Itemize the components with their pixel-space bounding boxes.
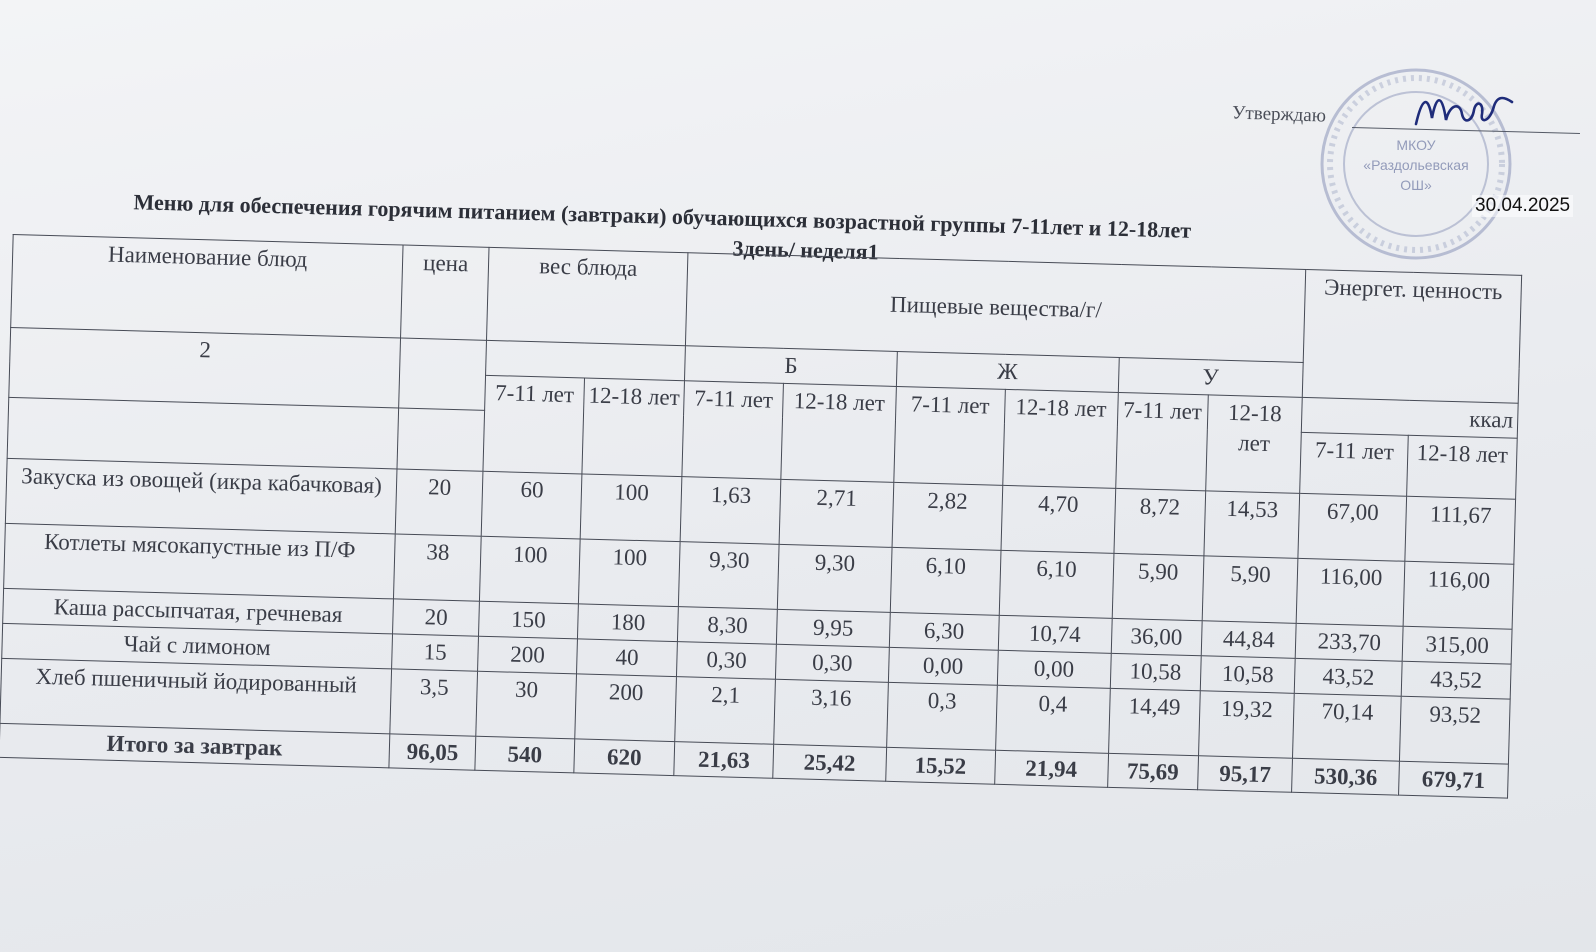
approve-label: Утверждаю bbox=[1231, 102, 1327, 127]
total-carbs-7-11: 75,69 bbox=[1107, 753, 1198, 790]
stamp-line-3: ОШ» bbox=[1400, 177, 1432, 193]
stamp-line-1: МКОУ bbox=[1396, 137, 1436, 153]
dish-price: 38 bbox=[394, 534, 482, 601]
dish-price: 15 bbox=[392, 634, 479, 671]
cell-weight-12-18: 200 bbox=[575, 673, 677, 741]
header-age: 12-18 лет bbox=[1002, 389, 1117, 488]
cell-protein-12-18: 3,16 bbox=[774, 679, 889, 747]
header-age: 7-11 лет bbox=[1115, 392, 1208, 490]
cell-carbs-12-18: 14,53 bbox=[1204, 491, 1300, 559]
cell-carbs-7-11: 10,58 bbox=[1110, 653, 1201, 690]
cell-fat-12-18: 0,00 bbox=[997, 650, 1111, 688]
cell-protein-7-11: 2,1 bbox=[675, 676, 775, 744]
header-name: Наименование блюд bbox=[11, 234, 403, 338]
header-weight-empty bbox=[486, 340, 686, 380]
page-title: Меню для обеспечения горячим питанием (завтраки) обучающихся возрастной группы 7-11лет и 12-18лет bbox=[133, 189, 1192, 243]
page-subtitle: 3день/ неделя1 bbox=[732, 235, 879, 265]
cell-carbs-12-18: 44,84 bbox=[1201, 621, 1296, 658]
stamp-line-2: «Раздольевская bbox=[1363, 157, 1469, 173]
cell-protein-7-11: 1,63 bbox=[681, 476, 781, 544]
cell-fat-12-18: 10,74 bbox=[998, 615, 1112, 653]
cell-kcal-7-11: 70,14 bbox=[1293, 693, 1401, 761]
cell-protein-12-18: 2,71 bbox=[779, 479, 894, 547]
cell-weight-7-11: 100 bbox=[480, 536, 580, 604]
total-weight-7-11: 540 bbox=[475, 736, 574, 774]
header-zh: Ж bbox=[896, 351, 1119, 392]
dish-name: Котлеты мясокапустные из П/Ф bbox=[4, 523, 396, 599]
header-age: 12-18 лет bbox=[1206, 395, 1303, 493]
cell-weight-7-11: 60 bbox=[481, 471, 581, 539]
cell-kcal-7-11: 67,00 bbox=[1298, 493, 1406, 561]
cell-kcal-7-11: 43,52 bbox=[1295, 658, 1403, 696]
cell-fat-12-18: 4,70 bbox=[1001, 485, 1116, 553]
cell-kcal-7-11: 233,70 bbox=[1296, 623, 1404, 661]
cell-protein-12-18: 9,95 bbox=[776, 609, 890, 647]
header-num: 2 bbox=[9, 327, 401, 407]
cell-kcal-12-18: 93,52 bbox=[1400, 696, 1511, 764]
cell-weight-7-11: 30 bbox=[476, 671, 576, 739]
cell-fat-12-18: 6,10 bbox=[999, 550, 1114, 618]
cell-protein-7-11: 0,30 bbox=[677, 641, 776, 679]
cell-fat-7-11: 2,82 bbox=[892, 482, 1003, 550]
cell-fat-7-11: 6,10 bbox=[890, 547, 1001, 615]
total-protein-7-11: 21,63 bbox=[674, 741, 773, 779]
cell-carbs-7-11: 36,00 bbox=[1111, 618, 1202, 655]
header-kcal: ккал bbox=[1302, 397, 1519, 438]
cell-carbs-12-18: 10,58 bbox=[1200, 655, 1295, 692]
cell-protein-7-11: 9,30 bbox=[679, 541, 779, 609]
signature-icon bbox=[1412, 88, 1516, 132]
cell-fat-12-18: 0,4 bbox=[995, 685, 1110, 753]
header-name-empty bbox=[7, 397, 399, 469]
header-u: У bbox=[1118, 357, 1304, 397]
dish-name: Чай с лимоном bbox=[2, 623, 393, 668]
dish-name: Хлеб пшеничный йодированный bbox=[0, 658, 392, 734]
total-fat-7-11: 15,52 bbox=[886, 747, 996, 785]
menu-table bbox=[0, 234, 1522, 799]
header-age: 7-11 лет bbox=[894, 386, 1005, 485]
cell-weight-12-18: 100 bbox=[580, 474, 682, 542]
dish-price: 20 bbox=[395, 469, 483, 536]
header-b: Б bbox=[685, 346, 897, 387]
cell-weight-7-11: 200 bbox=[478, 636, 577, 674]
total-kcal-7-11: 530,36 bbox=[1292, 758, 1400, 796]
cell-carbs-7-11: 14,49 bbox=[1108, 688, 1200, 755]
header-age: 12-18 лет bbox=[781, 383, 896, 482]
cell-weight-12-18: 40 bbox=[576, 639, 678, 677]
cell-weight-12-18: 100 bbox=[578, 539, 680, 607]
total-fat-12-18: 21,94 bbox=[994, 750, 1108, 788]
total-carbs-12-18: 95,17 bbox=[1197, 755, 1292, 792]
cell-kcal-12-18: 315,00 bbox=[1402, 626, 1512, 664]
cell-weight-7-11: 150 bbox=[479, 601, 578, 639]
cell-protein-12-18: 9,30 bbox=[777, 544, 892, 612]
header-nutrients: Пищевые вещества/г/ bbox=[686, 253, 1306, 363]
cell-carbs-7-11: 5,90 bbox=[1112, 553, 1204, 620]
cell-kcal-7-11: 116,00 bbox=[1296, 558, 1404, 626]
cell-fat-7-11: 0,00 bbox=[888, 647, 998, 685]
cell-carbs-12-18: 19,32 bbox=[1198, 690, 1294, 758]
total-kcal-12-18: 679,71 bbox=[1399, 761, 1509, 799]
header-price: цена bbox=[401, 245, 490, 340]
dish-name: Каша рассыпчатая, гречневая bbox=[3, 588, 394, 633]
header-weight: вес блюда bbox=[487, 247, 689, 345]
total-label: Итого за завтрак bbox=[0, 723, 390, 768]
dish-price: 3,5 bbox=[390, 668, 478, 735]
header-price-empty bbox=[399, 338, 487, 410]
total-protein-12-18: 25,42 bbox=[773, 744, 887, 782]
header-age: 12-18 лет bbox=[1407, 435, 1518, 499]
cell-protein-7-11: 8,30 bbox=[678, 606, 777, 644]
cell-kcal-12-18: 43,52 bbox=[1401, 661, 1511, 699]
header-age: 7-11 лет bbox=[483, 375, 584, 474]
total-price: 96,05 bbox=[389, 733, 476, 770]
cell-weight-12-18: 180 bbox=[577, 604, 679, 642]
cell-carbs-7-11: 8,72 bbox=[1114, 488, 1206, 555]
cell-protein-12-18: 0,30 bbox=[775, 644, 889, 682]
total-weight-12-18: 620 bbox=[574, 738, 676, 776]
header-age: 7-11 лет bbox=[682, 381, 783, 480]
cell-fat-7-11: 6,30 bbox=[889, 612, 999, 650]
cell-kcal-12-18: 116,00 bbox=[1403, 561, 1514, 629]
cell-kcal-12-18: 111,67 bbox=[1405, 496, 1516, 564]
dish-price: 20 bbox=[393, 599, 480, 636]
header-energy: Энергет. ценность bbox=[1303, 269, 1522, 403]
header-price-empty bbox=[397, 408, 485, 471]
header-age: 7-11 лет bbox=[1300, 432, 1408, 496]
cell-carbs-12-18: 5,90 bbox=[1202, 556, 1298, 624]
header-age: 12-18 лет bbox=[582, 378, 685, 477]
dish-name: Закуска из овощей (икра кабачковая) bbox=[5, 458, 397, 534]
date-label: 30.04.2025 bbox=[1472, 195, 1573, 217]
cell-fat-7-11: 0,3 bbox=[886, 682, 997, 750]
